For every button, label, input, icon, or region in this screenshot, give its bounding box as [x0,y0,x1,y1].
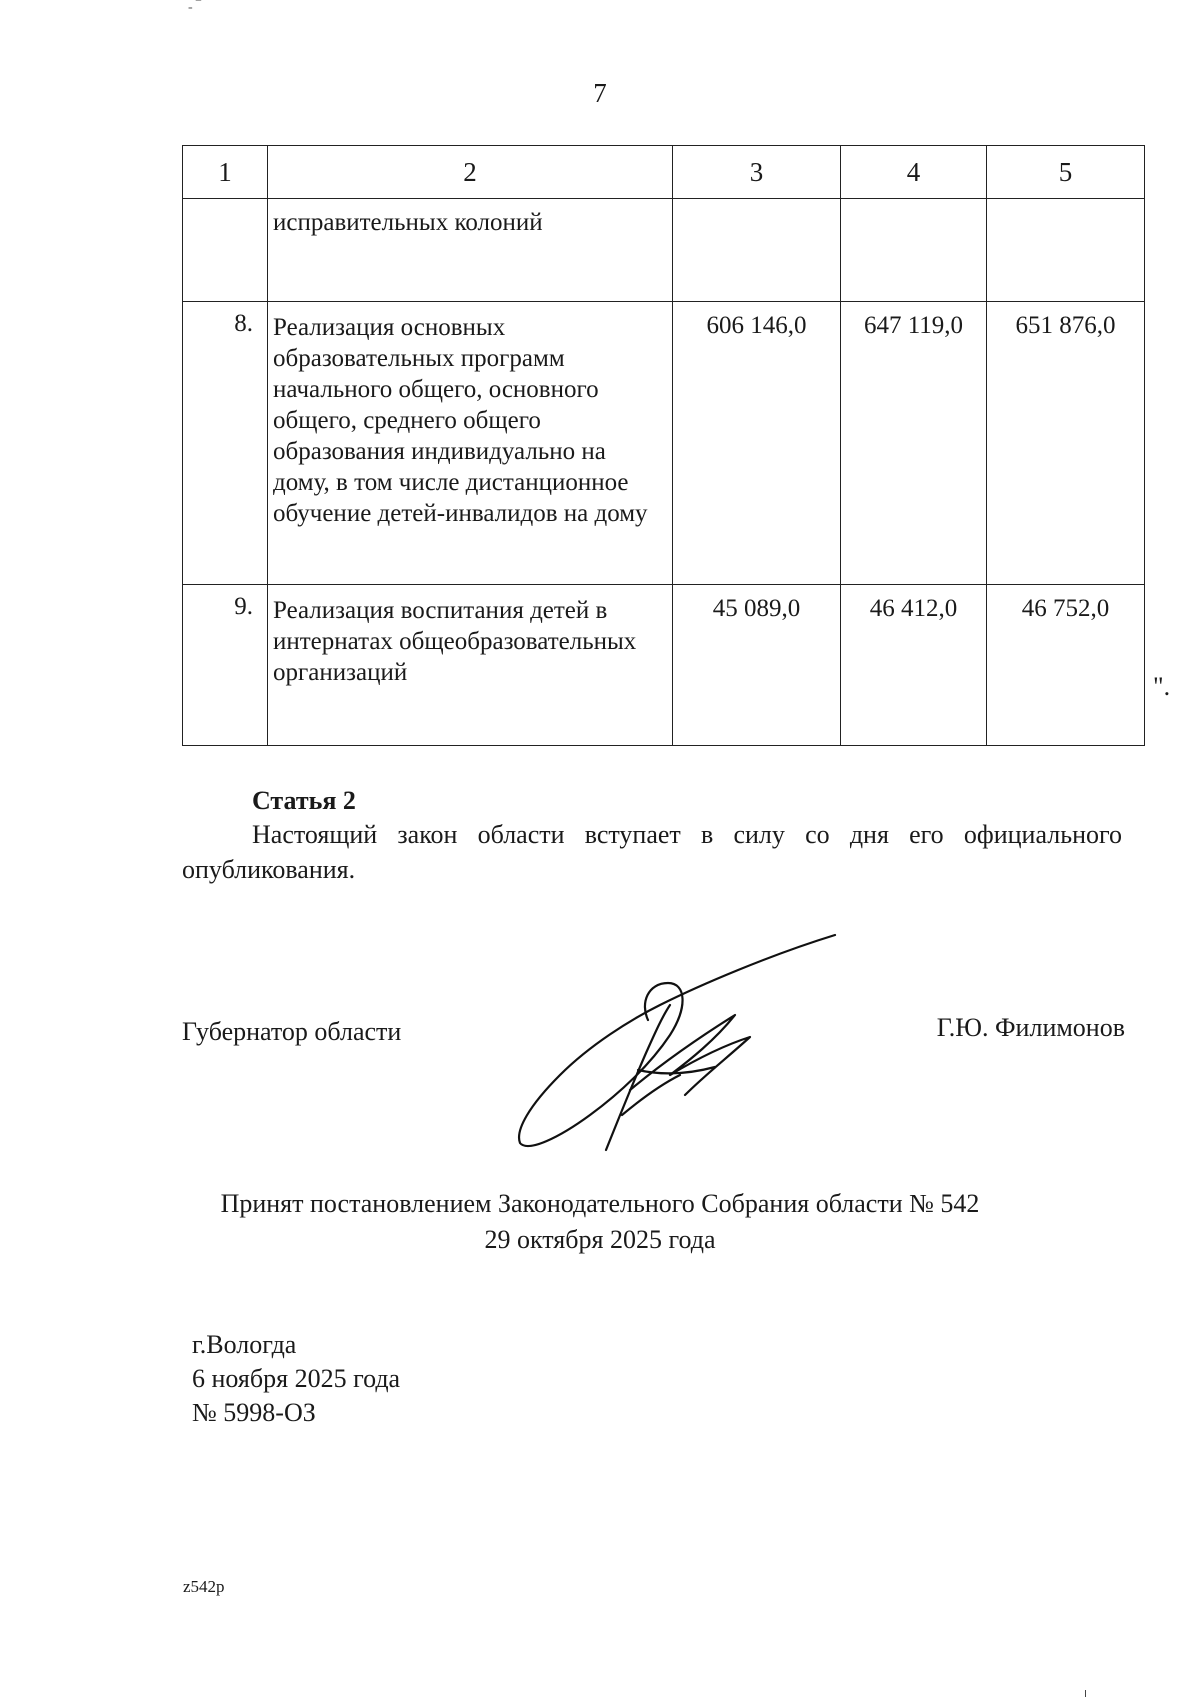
governor-title: Губернатор области [182,1017,402,1046]
row-value-col3: 606 146,0 [673,302,841,585]
row-value-col3: 45 089,0 [673,585,841,746]
law-number: № 5998-ОЗ [192,1398,316,1427]
row-number: 8. [183,302,268,585]
article-text: Настоящий закон области вступает в силу со дня его официального опубликования. [182,820,1122,884]
row-number [183,199,268,302]
column-header-4: 4 [841,146,987,199]
row-description: Реализация основных образовательных программ начального общего, основного общего, среднего общего образования индивидуально на дому, в том числе дистанционное обучение детей-инвалидов на дому [268,302,673,585]
row-value-col5: 46 752,0 [987,585,1145,746]
document-code: z542p [183,1577,225,1596]
signing-city: г.Вологда [192,1330,297,1359]
row-value-col4: 46 412,0 [841,585,987,746]
column-header-5: 5 [987,146,1145,199]
row-description: исправительных колоний [268,199,673,302]
row-description: Реализация воспитания детей в интернатах общеобразовательных организаций [268,585,673,746]
table-header-row [183,146,1145,199]
adoption-note [0,1186,1200,1258]
row-value-col5: 651 876,0 [987,302,1145,585]
table-row [183,199,1145,302]
appendix-table [182,145,1145,746]
row-value-col4: 647 119,0 [841,302,987,585]
table-row [183,585,1145,746]
handwritten-signature [510,925,845,1155]
governor-name: Г.Ю. Филимонов [936,1013,1125,1042]
row-value-col4 [841,199,987,302]
signing-date: 6 ноября 2025 года [192,1364,401,1393]
row-value-col3 [673,199,841,302]
scan-marks: - ‾ [188,0,201,15]
adoption-line: Принят постановлением Законодательного Собрания области № 542 [220,1189,980,1218]
row-number: 9. [183,585,268,746]
column-header-3: 3 [673,146,841,199]
closing-quote-mark: ". [1153,672,1171,701]
article-title: Статья 2 [252,786,356,815]
page-number: 7 [593,78,607,108]
column-header-1: 1 [183,146,268,199]
row-value-col5 [987,199,1145,302]
adoption-date: 29 октября 2025 года [484,1225,716,1254]
table-row [183,302,1145,585]
scan-edge-mark [1085,1690,1086,1697]
signing-details [192,1328,400,1430]
column-header-2: 2 [268,146,673,199]
